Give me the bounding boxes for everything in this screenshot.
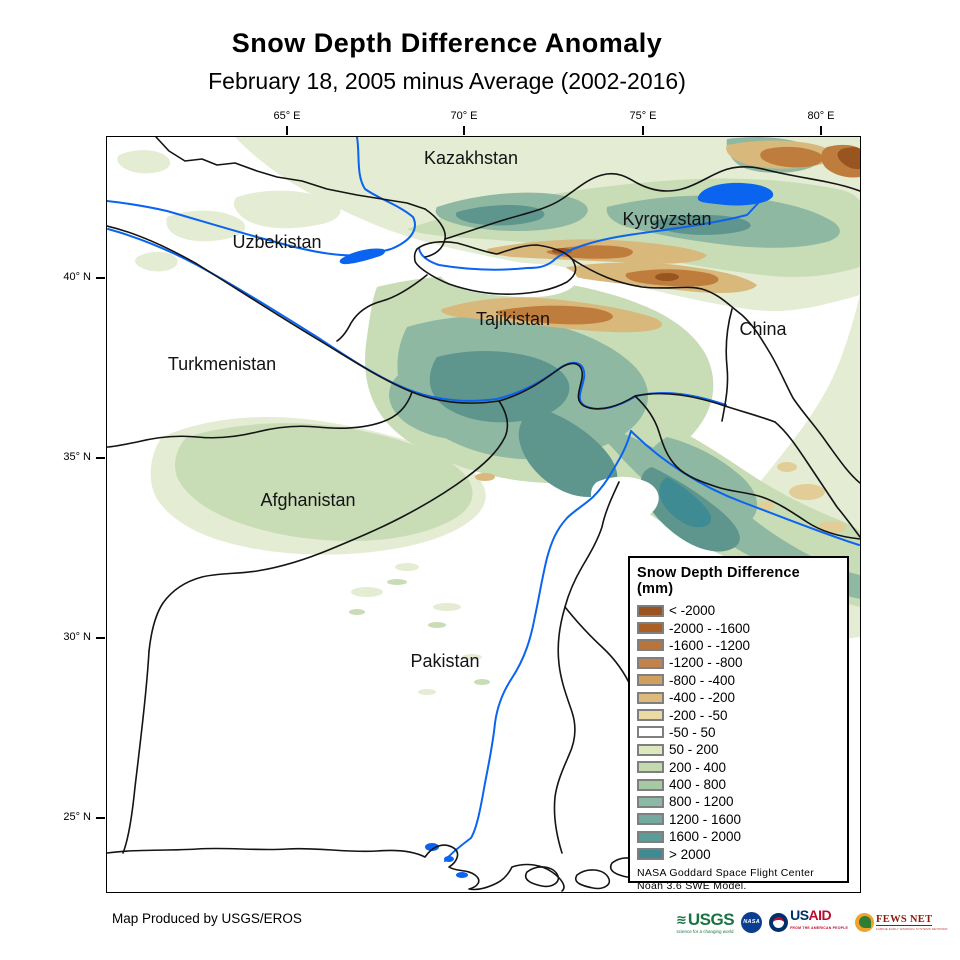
axis-label-30n: 30° N (63, 631, 91, 643)
legend-swatch (637, 726, 664, 738)
legend-swatch (637, 674, 664, 686)
usaid-seal-icon (769, 913, 788, 932)
logo-strip (676, 906, 948, 938)
legend-row (637, 759, 840, 776)
legend-label: < -2000 (669, 603, 716, 619)
usgs-wave-icon: ≋ (676, 912, 687, 927)
fews-net-logo (855, 913, 948, 932)
usgs-logo (676, 910, 734, 934)
legend-footnote-line2: Noah 3.6 SWE Model. (637, 879, 747, 892)
legend-title: Snow Depth Difference (mm) (637, 565, 800, 597)
axis-tick (820, 126, 822, 135)
delta-lake (444, 856, 454, 862)
legend-swatch (637, 848, 664, 860)
legend-label: -1200 - -800 (669, 655, 743, 671)
page-subtitle: February 18, 2005 minus Average (2002-2016) (208, 68, 686, 94)
usaid-logo (769, 909, 848, 935)
legend-swatch (637, 709, 664, 721)
legend-label: -50 - 50 (669, 724, 716, 740)
legend-row (637, 845, 840, 862)
legend-swatch (637, 605, 664, 617)
legend-label: -800 - -400 (669, 672, 736, 688)
axis-label-25n: 25° N (63, 811, 91, 823)
legend-row (637, 654, 840, 671)
label-pakistan: Pakistan (410, 651, 480, 671)
legend-row (637, 776, 840, 793)
legend-footnote (637, 867, 840, 893)
map-legend (628, 556, 849, 892)
legend-swatch (637, 779, 664, 791)
legend-label: > 2000 (669, 846, 711, 862)
legend-row (637, 637, 840, 654)
legend-row (637, 706, 840, 723)
axis-tick (642, 126, 644, 135)
legend-label: 800 - 1200 (669, 794, 734, 810)
legend-row (637, 741, 840, 758)
legend-row (637, 828, 840, 845)
label-kazakhstan: Kazakhstan (423, 148, 519, 168)
legend-label: -400 - -200 (669, 690, 736, 706)
legend-swatch (637, 692, 664, 704)
legend-label: -200 - -50 (669, 707, 728, 723)
legend-label: -2000 - -1600 (669, 620, 751, 636)
legend-row (637, 602, 840, 619)
usgs-tagline: science for a changing world (676, 929, 734, 934)
axis-label-70e: 70° E (450, 110, 478, 122)
axis-tick (463, 126, 465, 135)
axis-tick (286, 126, 288, 135)
legend-label: 1600 - 2000 (669, 829, 742, 845)
legend-row (637, 672, 840, 689)
label-turkmenistan: Turkmenistan (167, 354, 277, 374)
legend-swatch (637, 761, 664, 773)
axis-label-75e: 75° E (629, 110, 657, 122)
legend-label: 1200 - 1600 (669, 811, 742, 827)
fews-net-seal-icon (855, 913, 874, 932)
usgs-logo-text: USGS (687, 910, 735, 929)
delta-lake (456, 872, 468, 878)
legend-row (637, 689, 840, 706)
map-credit: Map Produced by USGS/EROS (112, 911, 302, 926)
legend-footnote-line1: NASA Goddard Space Flight Center (637, 866, 815, 879)
nasa-logo (741, 912, 762, 933)
axis-tick (96, 457, 105, 459)
legend-label: -1600 - -1200 (669, 637, 751, 653)
legend-label: 400 - 800 (669, 777, 727, 793)
legend-swatch (637, 639, 664, 651)
fews-net-logo-text: FEWS NET (876, 913, 933, 925)
legend-swatch (637, 796, 664, 808)
usaid-tagline: FROM THE AMERICAN PEOPLE (790, 926, 849, 930)
legend-label: 200 - 400 (669, 759, 727, 775)
axis-tick (96, 277, 105, 279)
usaid-logo-text-aid: AID (808, 907, 832, 923)
label-kyrgyzstan: Kyrgyzstan (622, 209, 712, 229)
legend-row (637, 811, 840, 828)
axis-label-40n: 40° N (63, 271, 91, 283)
label-china: China (739, 319, 787, 339)
usaid-logo-text-us: US (790, 907, 809, 923)
label-afghanistan: Afghanistan (260, 490, 356, 510)
legend-row (637, 724, 840, 741)
legend-swatch (637, 744, 664, 756)
page-title: Snow Depth Difference Anomaly (231, 28, 663, 58)
legend-swatch (637, 831, 664, 843)
legend-swatch (637, 622, 664, 634)
axis-label-35n: 35° N (63, 451, 91, 463)
legend-row (637, 619, 840, 636)
label-tajikistan: Tajikistan (475, 309, 551, 329)
legend-entries (637, 602, 840, 863)
legend-swatch (637, 657, 664, 669)
legend-swatch (637, 813, 664, 825)
axis-label-80e: 80° E (807, 110, 835, 122)
legend-row (637, 793, 840, 810)
axis-tick (96, 817, 105, 819)
label-uzbekistan: Uzbekistan (232, 232, 322, 252)
nasa-logo-text: NASA (743, 919, 760, 925)
axis-tick (96, 637, 105, 639)
fews-net-tagline: FAMINE EARLY WARNING SYSTEMS NETWORK (876, 926, 948, 931)
legend-label: 50 - 200 (669, 742, 719, 758)
axis-label-65e: 65° E (273, 110, 301, 122)
